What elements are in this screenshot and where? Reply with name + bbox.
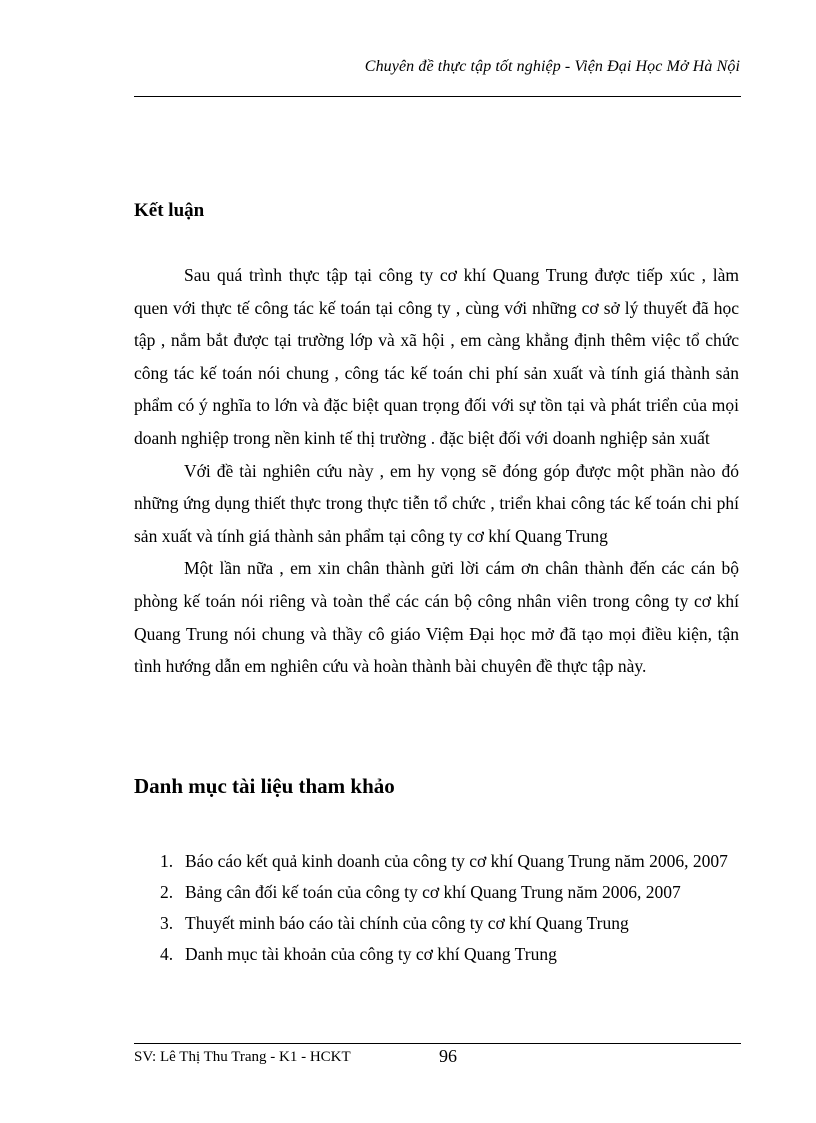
conclusion-paragraph: Sau quá trình thực tập tại công ty cơ khí Quang Trung được tiếp xúc , làm quen với thực tế công tác kế toán tại công ty , cùng với những cơ sở lý thuyết đã học tập , nắm bắt được tại trường lớp và xã hội , em càng khẳng định thêm việc tổ chức công tác kế toán nói chung , công tác kế toán chi phí sản xuất và tính giá thành sản phẩm có ý nghĩa to lớn và đặc biệt quan trọng đối với sự tồn tại và phát triển của mọi doanh nghiệp trong nền kinh tế thị trường . đặc biệt đối với doanh nghiệp sản xuất	[134, 265, 739, 448]
reference-number: 4.	[160, 944, 174, 964]
reference-text: Danh mục tài khoản của công ty cơ khí Quang Trung	[185, 944, 557, 964]
reference-text: Bảng cân đối kế toán của công ty cơ khí Quang Trung năm 2006, 2007	[185, 882, 681, 902]
conclusion-paragraph: Một lần nữa , em xin chân thành gửi lời cám ơn chân thành đến các cán bộ phòng kế toán nói riêng và toàn thể các cán bộ công nhân viên trong công ty cơ khí Quang Trung nói chung và thầy cô giáo Việm Đại học mở đã tạo mọi điều kiện, tận tình hướng dẫn em nghiên cứu và hoàn thành bài chuyên đề thực tập này.	[134, 558, 739, 677]
reference-item	[160, 908, 740, 939]
reference-number: 3.	[160, 913, 174, 933]
footer-student-info: SV: Lê Thị Thu Trang - K1 - HCKT	[134, 1049, 351, 1065]
reference-item	[160, 877, 740, 908]
conclusion-heading: Kết luận	[134, 200, 205, 221]
references-list	[160, 846, 740, 970]
reference-item	[160, 939, 740, 970]
reference-number: 2.	[160, 882, 174, 902]
conclusion-body	[134, 259, 739, 683]
header-divider	[134, 96, 741, 97]
reference-text: Thuyết minh báo cáo tài chính của công ty cơ khí Quang Trung	[185, 913, 629, 933]
conclusion-paragraph: Với đề tài nghiên cứu này , em hy vọng sẽ đóng góp được một phần nào đó những ứng dụng thiết thực trong thực tiễn tổ chức , triển khai công tác kế toán chi phí sản xuất và tính giá thành sản phẩm tại công ty cơ khí Quang Trung	[134, 460, 739, 546]
reference-number: 1.	[160, 851, 174, 871]
reference-item	[160, 846, 740, 877]
reference-text: Báo cáo kết quả kinh doanh của công ty cơ khí Quang Trung năm 2006, 2007	[185, 851, 728, 871]
page-number: 96	[439, 1046, 457, 1066]
references-heading: Danh mục tài liệu tham khảo	[134, 774, 395, 798]
footer-divider	[134, 1043, 741, 1044]
running-header: Chuyên đề thực tập tốt nghiệp - Viện Đại Học Mở Hà Nội	[364, 58, 740, 75]
